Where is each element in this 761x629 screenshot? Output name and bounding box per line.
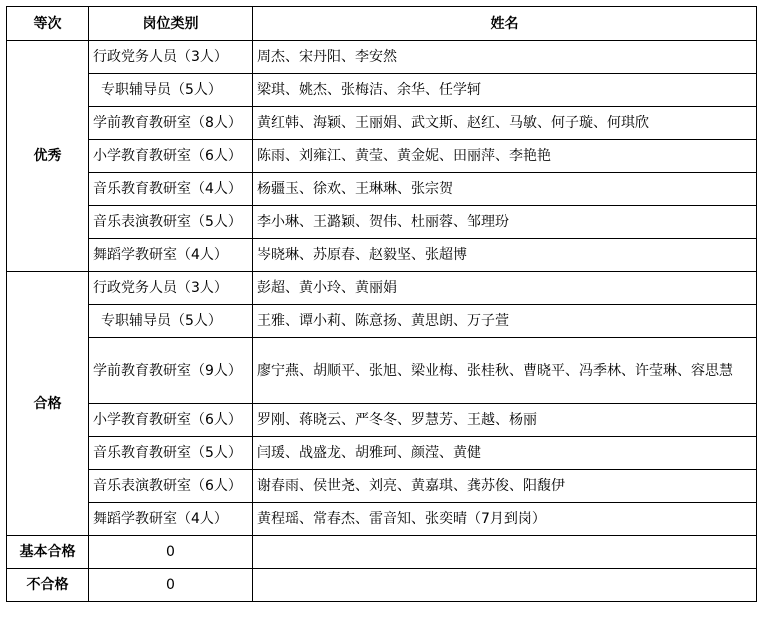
table-row: [7, 404, 757, 437]
category-cell: 小学教育教研室（6人）: [89, 404, 253, 437]
header-names: 姓名: [253, 7, 757, 41]
names-cell: 罗刚、蒋晓云、严冬冬、罗慧芳、王越、杨丽: [253, 404, 757, 437]
category-cell: 舞蹈学教研室（4人）: [89, 503, 253, 536]
table-row: [7, 206, 757, 239]
table-row: [7, 140, 757, 173]
header-row: [7, 7, 757, 41]
names-cell: 李小琳、王潞颖、贺伟、杜丽蓉、邹理玢: [253, 206, 757, 239]
names-cell: 梁琪、姚杰、张梅洁、余华、任学轲: [253, 74, 757, 107]
category-cell: 舞蹈学教研室（4人）: [89, 239, 253, 272]
names-cell: 闫瑗、战盛龙、胡雅珂、颜滢、黄健: [253, 437, 757, 470]
names-cell: 黄程瑶、常春杰、雷音知、张奕晴（7月到岗）: [253, 503, 757, 536]
table-row: [7, 107, 757, 140]
category-cell: 音乐表演教研室（6人）: [89, 470, 253, 503]
names-cell-empty: [253, 569, 757, 602]
table-row: [7, 173, 757, 206]
category-cell: 专职辅导员（5人）: [89, 305, 253, 338]
grade-pass: 合格: [7, 272, 89, 536]
category-cell: 行政党务人员（3人）: [89, 272, 253, 305]
names-cell-empty: [253, 536, 757, 569]
table-row: [7, 569, 757, 602]
category-cell: 音乐教育教研室（5人）: [89, 437, 253, 470]
header-grade: 等次: [7, 7, 89, 41]
table-row: [7, 536, 757, 569]
names-cell: 彭超、黄小玲、黄丽娟: [253, 272, 757, 305]
count-cell: 0: [89, 536, 253, 569]
count-cell: 0: [89, 569, 253, 602]
names-cell: 黄红韩、海颖、王丽娟、武文斯、赵红、马敏、何子璇、何琪欣: [253, 107, 757, 140]
grade-excellent: 优秀: [7, 41, 89, 272]
names-cell: 周杰、宋丹阳、李安然: [253, 41, 757, 74]
category-cell: 小学教育教研室（6人）: [89, 140, 253, 173]
table-row: [7, 470, 757, 503]
names-cell: 王雅、谭小莉、陈意扬、黄思朗、万子萱: [253, 305, 757, 338]
assessment-results-table: [6, 6, 757, 602]
table-row: [7, 305, 757, 338]
table-row: [7, 503, 757, 536]
names-cell: 杨疆玉、徐欢、王琳琳、张宗贺: [253, 173, 757, 206]
table-row: [7, 272, 757, 305]
category-cell: 专职辅导员（5人）: [89, 74, 253, 107]
grade-basic-pass: 基本合格: [7, 536, 89, 569]
table-row: [7, 239, 757, 272]
names-cell: 谢春雨、侯世尧、刘亮、黄嘉琪、龚苏俊、阳馥伊: [253, 470, 757, 503]
category-cell: 行政党务人员（3人）: [89, 41, 253, 74]
names-cell: 陈雨、刘雍江、黄莹、黄金妮、田丽萍、李艳艳: [253, 140, 757, 173]
category-cell: 学前教育教研室（8人）: [89, 107, 253, 140]
category-cell: 音乐教育教研室（4人）: [89, 173, 253, 206]
names-cell: 岑晓琳、苏原春、赵毅坚、张超博: [253, 239, 757, 272]
names-cell: 廖宁燕、胡顺平、张旭、梁业梅、张桂秋、曹晓平、冯季林、许莹琳、容思慧: [253, 338, 757, 404]
grade-fail: 不合格: [7, 569, 89, 602]
category-cell: 音乐表演教研室（5人）: [89, 206, 253, 239]
category-cell: 学前教育教研室（9人）: [89, 338, 253, 404]
table-row: [7, 437, 757, 470]
header-category: 岗位类别: [89, 7, 253, 41]
table-row: [7, 41, 757, 74]
table-row: [7, 338, 757, 404]
table-row: [7, 74, 757, 107]
